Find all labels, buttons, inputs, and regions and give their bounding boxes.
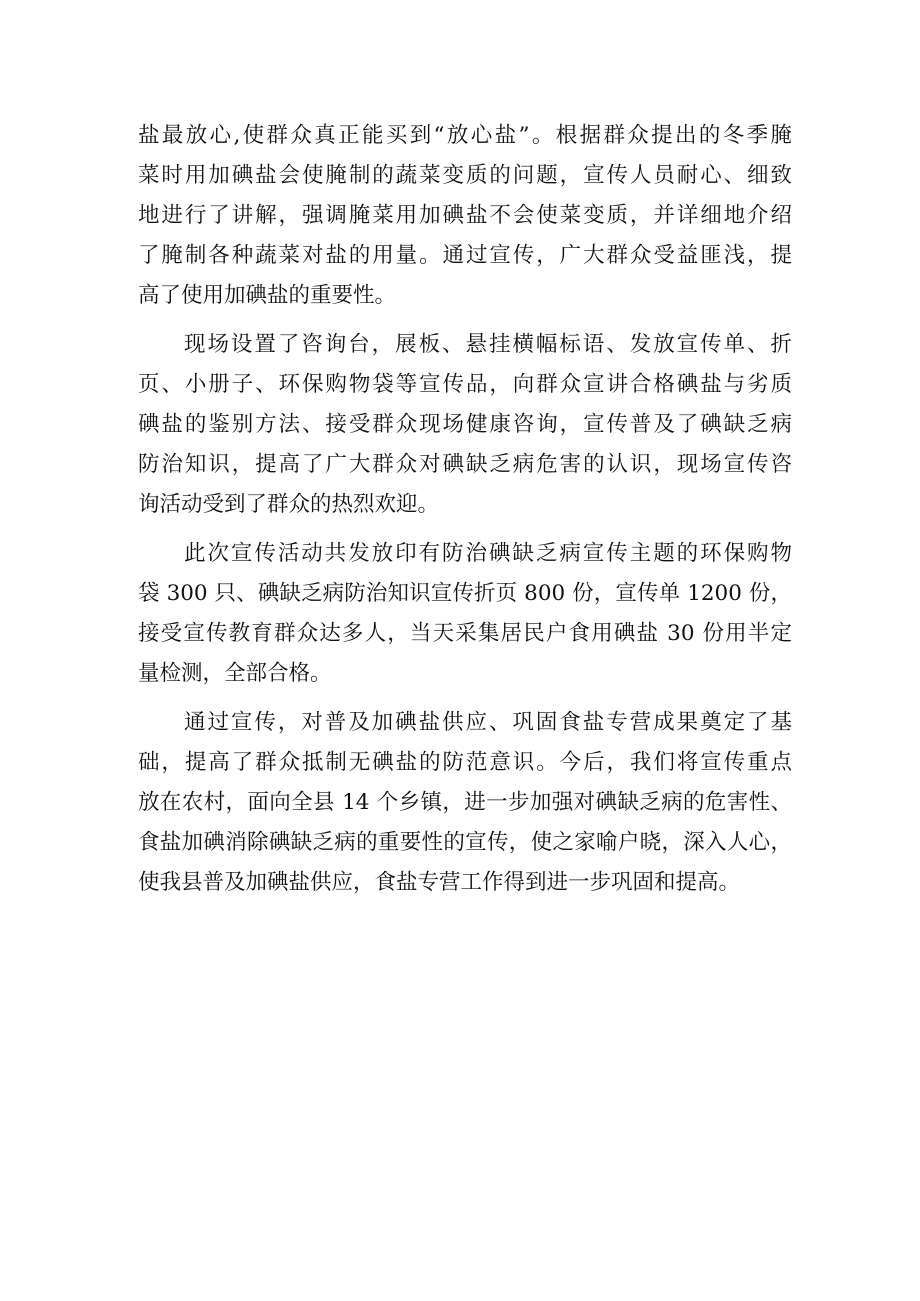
text-line: 菜时用加碘盐会使腌制的蔬菜变质的问题，宣传人员耐心、细致 <box>138 163 792 188</box>
paragraph-2 <box>138 325 792 525</box>
text-line: 盐最放心,使群众真正能买到“放心盐”。根据群众提出的冬季腌 <box>138 123 792 148</box>
text-line: 碘盐的鉴别方法、接受群众现场健康咨询，宣传普及了碘缺乏病 <box>138 412 792 437</box>
text-line: 此次宣传活动共发放印有防治碘缺乏病宣传主题的环保购物 <box>184 541 792 566</box>
text-line: 食盐加碘消除碘缺乏病的重要性的宣传，使之家喻户晓，深入人心， <box>138 830 792 855</box>
paragraph-gap <box>138 525 792 534</box>
text-line: 量检测，全部合格。 <box>138 661 332 686</box>
text-line: 询活动受到了群众的热烈欢迎。 <box>138 492 440 517</box>
text-line: 页、小册子、环保购物袋等宣传品，向群众宣讲合格碘盐与劣质 <box>138 372 792 397</box>
text-line: 现场设置了咨询台，展板、悬挂横幅标语、发放宣传单、折 <box>184 332 792 357</box>
text-line: 袋 300 只、碘缺乏病防治知识宣传折页 800 份，宣传单 1200 份， <box>138 581 792 606</box>
text-line: 通过宣传，对普及加碘盐供应、巩固食盐专营成果奠定了基 <box>184 710 792 735</box>
text-line: 地进行了讲解，强调腌菜用加碘盐不会使菜变质，并详细地介绍 <box>138 203 792 228</box>
text-line: 了腌制各种蔬菜对盐的用量。通过宣传，广大群众受益匪浅，提 <box>138 243 792 268</box>
paragraph-gap <box>138 694 792 703</box>
paragraph-gap <box>138 316 792 325</box>
document-body <box>138 116 792 903</box>
text-line: 础，提高了群众抵制无碘盐的防范意识。今后，我们将宣传重点 <box>138 750 792 775</box>
paragraph-3 <box>138 534 792 694</box>
text-line: 高了使用加碘盐的重要性。 <box>138 283 397 308</box>
paragraph-4 <box>138 703 792 903</box>
text-line: 使我县普及加碘盐供应，食盐专营工作得到进一步巩固和提高。 <box>138 870 741 895</box>
paragraph-1 <box>138 116 792 316</box>
text-line: 接受宣传教育群众达多人，当天采集居民户食用碘盐 30 份用半定 <box>138 621 792 646</box>
text-line: 放在农村，面向全县 14 个乡镇，进一步加强对碘缺乏病的危害性、 <box>138 790 792 815</box>
text-line: 防治知识，提高了广大群众对碘缺乏病危害的认识，现场宣传咨 <box>138 452 792 477</box>
